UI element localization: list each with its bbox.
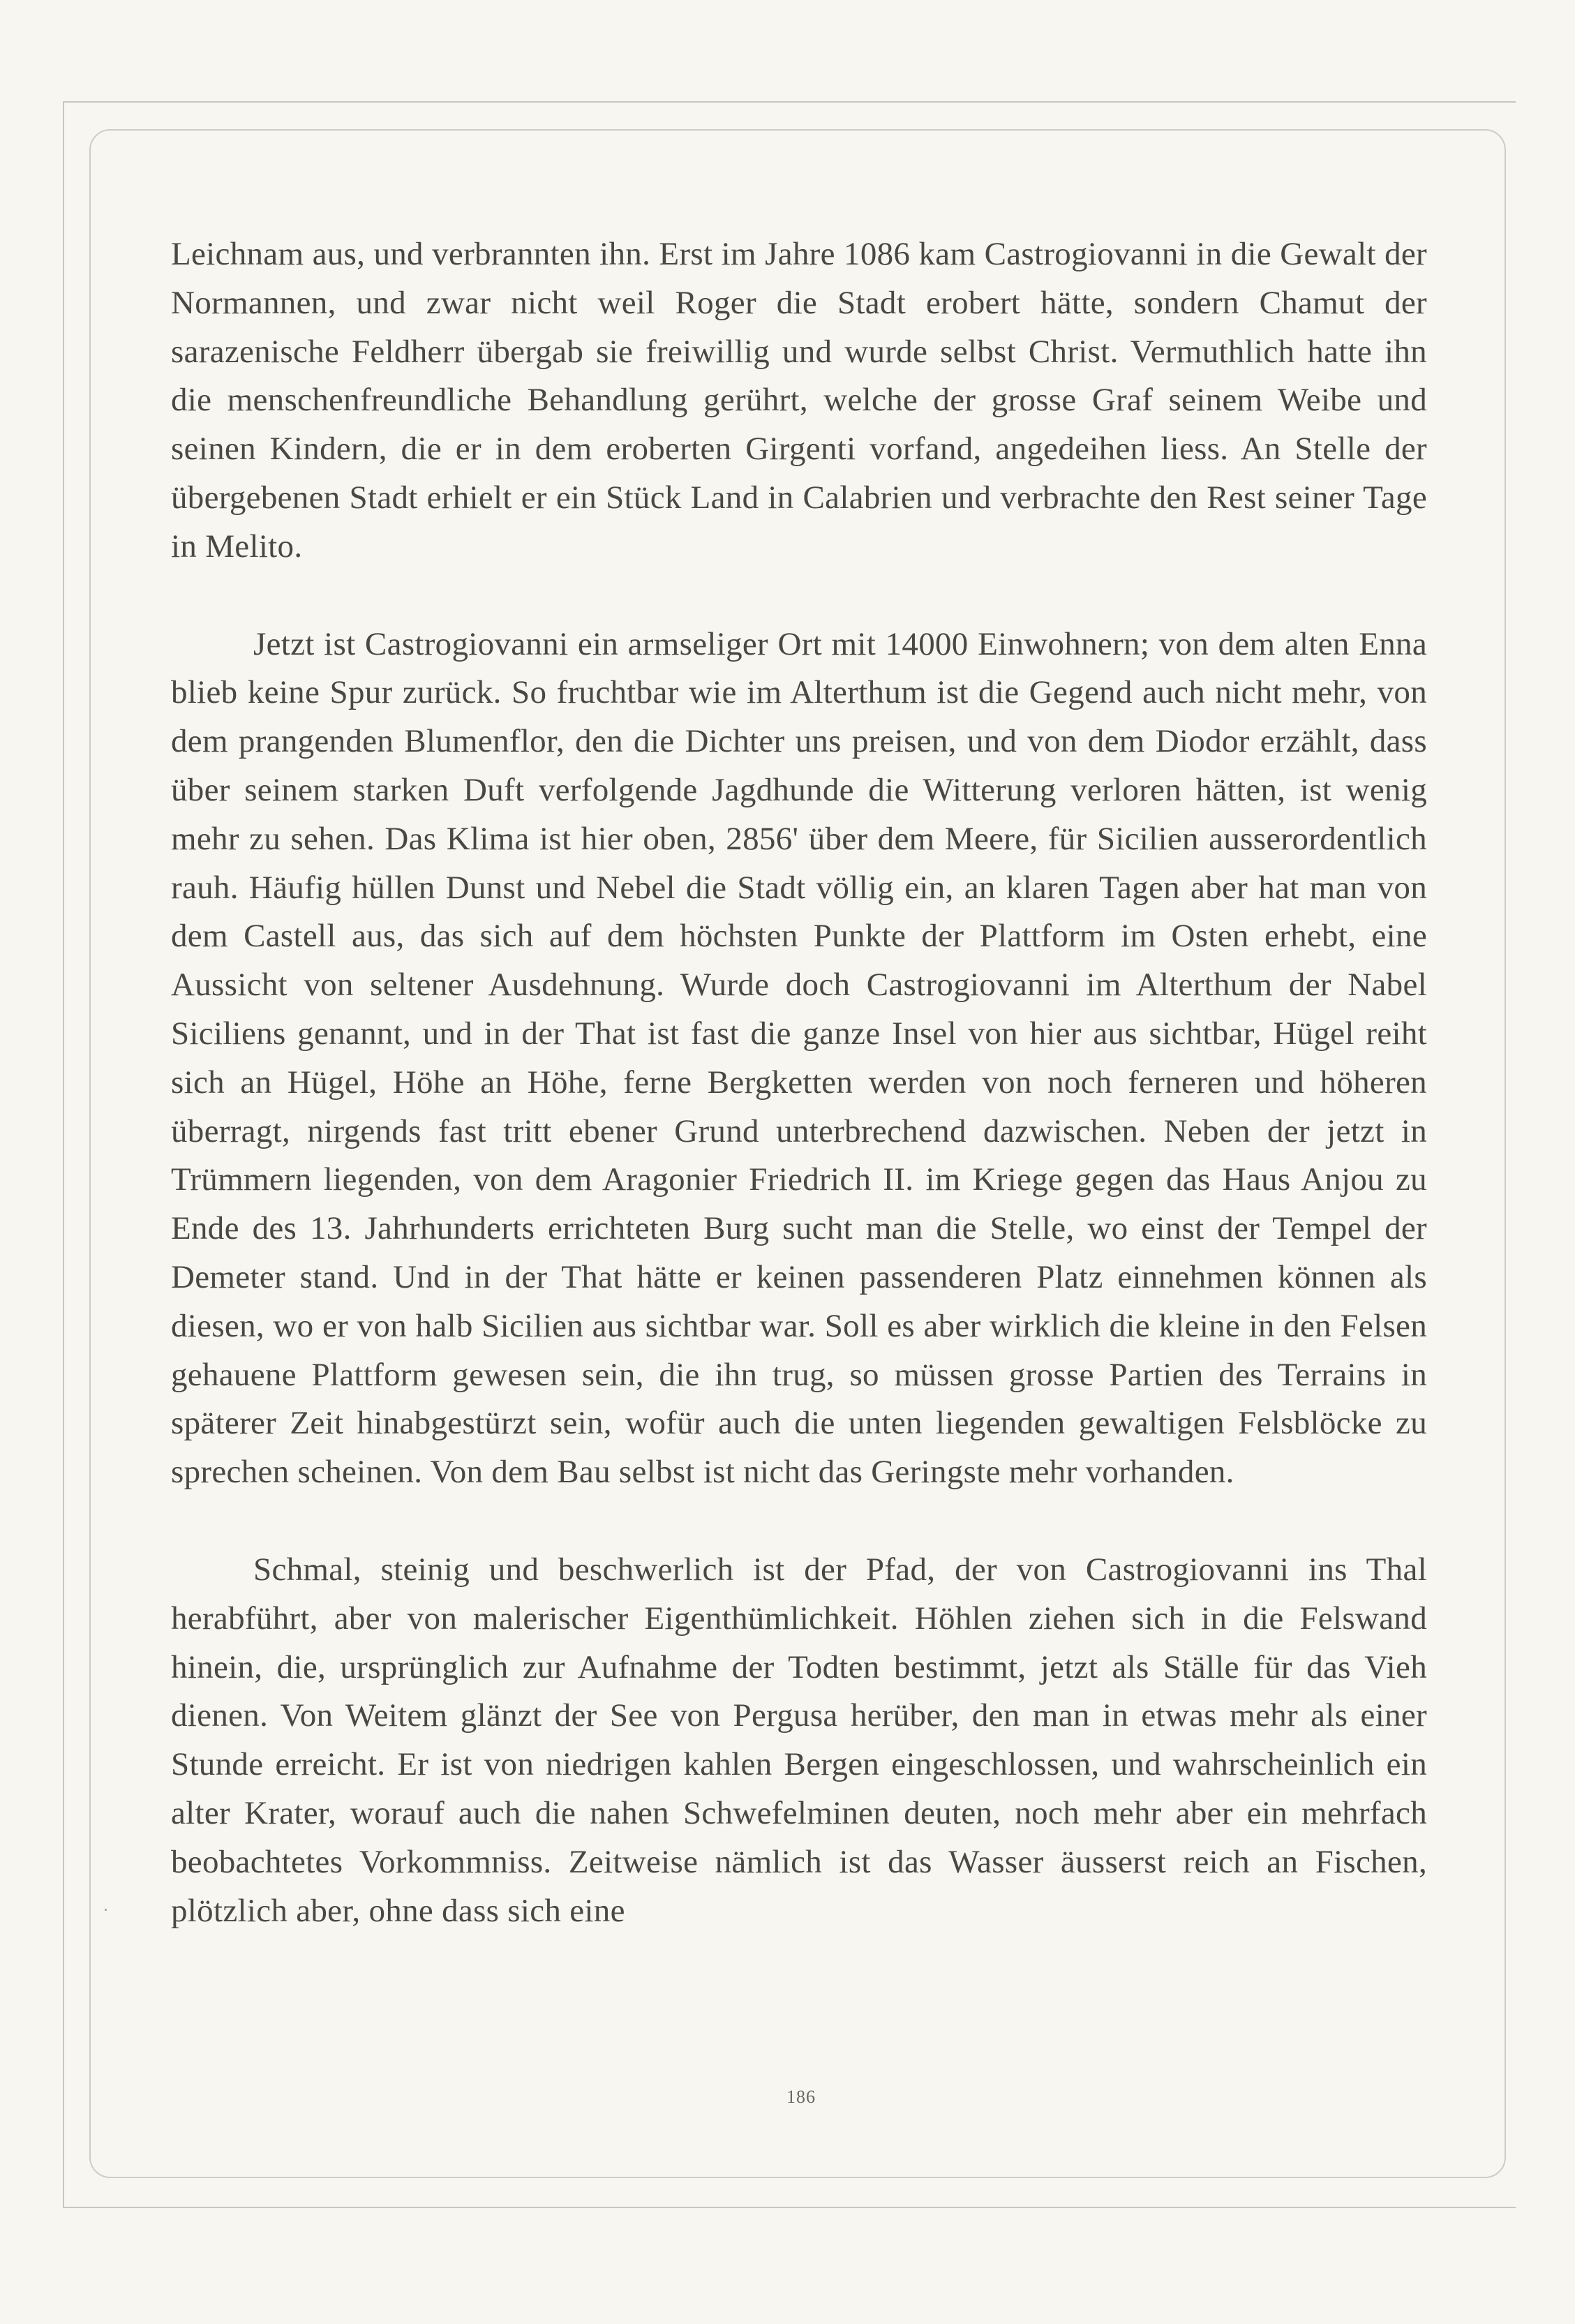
paragraph-2: Jetzt ist Castrogiovanni ein armseliger Ort mit 14000 Einwohnern; von dem alten Enna blieb keine Spur zurück. So fruchtbar wie im Alterthum ist die Gegend auch nicht mehr, von dem prangenden Blumenflor, den die Dichter uns preisen, und von dem Diodor erzählt, dass über seinem starken Duft verfolgende Jagdhunde die Witterung verloren hätten, ist wenig mehr zu sehen. Das Klima ist hier oben, 2856' über dem Meere, für Sicilien ausserordentlich rauh. Häufig hüllen Dunst und Nebel die Stadt völlig ein, an klaren Tagen aber hat man von dem Castell aus, das sich auf dem höchsten Punkte der Plattform im Osten erhebt, eine Aussicht von seltener Ausdehnung. Wurde doch Castrogiovanni im Alterthum der Nabel Siciliens genannt, und in der That ist fast die ganze Insel von hier aus sichtbar, Hügel reiht sich an Hügel, Höhe an Höhe, ferne Bergketten werden von noch ferneren und höheren überragt, nirgends fast tritt ebener Grund unterbrechend dazwischen. Neben der jetzt in Trümmern liegenden, von dem Aragonier Friedrich II. im Kriege gegen das Haus Anjou zu Ende des 13. Jahrhunderts errichteten Burg sucht man die Stelle, wo einst der Tempel der Demeter stand. Und in der That hätte er keinen passenderen Platz einnehmen können als diesen, wo er von halb Sicilien aus sichtbar war. Soll es aber wirklich die kleine in den Felsen gehauene Plattform gewesen sein, die ihn trug, so müssen grosse Partien des Terrains in späterer Zeit hinabgestürzt sein, wofür auch die unten liegenden gewaltigen Felsblöcke zu sprechen scheinen. Von dem Bau selbst ist nicht das Geringste mehr vorhanden. (171, 625, 1427, 1491)
paper-speck (105, 1909, 107, 1911)
paragraph-3: Schmal, steinig und beschwerlich ist der Pfad, der von Castrogiovanni ins Thal herabführt, aber von malerischer Eigenthümlichkeit. Höhlen ziehen sich in die Felswand hinein, die, ursprünglich zur Aufnahme der Todten bestimmt, jetzt als Ställe für das Vieh dienen. Von Weitem glänzt der See von Pergusa herüber, den man in etwas mehr als einer Stunde erreicht. Er ist von niedrigen kahlen Bergen eingeschlossen, und wahrscheinlich ein alter Krater, worauf auch die nahen Schwefelminen deuten, noch mehr aber ein mehrfach beobachtetes Vorkommniss. Zeitweise nämlich ist das Wasser äusserst reich an Fischen, plötzlich aber, ohne dass sich eine (171, 1551, 1427, 1929)
page-number: 186 (786, 2087, 816, 2107)
paragraph-1: Leichnam aus, und verbrannten ihn. Erst im Jahre 1086 kam Castrogiovanni in die Gewalt der Normannen, und zwar nicht weil Roger die Stadt erobert hätte, sondern Chamut der sarazenische Feldherr übergab sie freiwillig und wurde selbst Christ. Vermuthlich hatte ihn die menschenfreundliche Behandlung gerührt, welche der grosse Graf seinem Weibe und seinen Kindern, die er in dem eroberten Girgenti vorfand, angedeihen liess. An Stelle der übergebenen Stadt erhielt er ein Stück Land in Calabrien und verbrachte den Rest seiner Tage in Melito. (171, 236, 1427, 565)
body-text (171, 230, 1427, 1935)
